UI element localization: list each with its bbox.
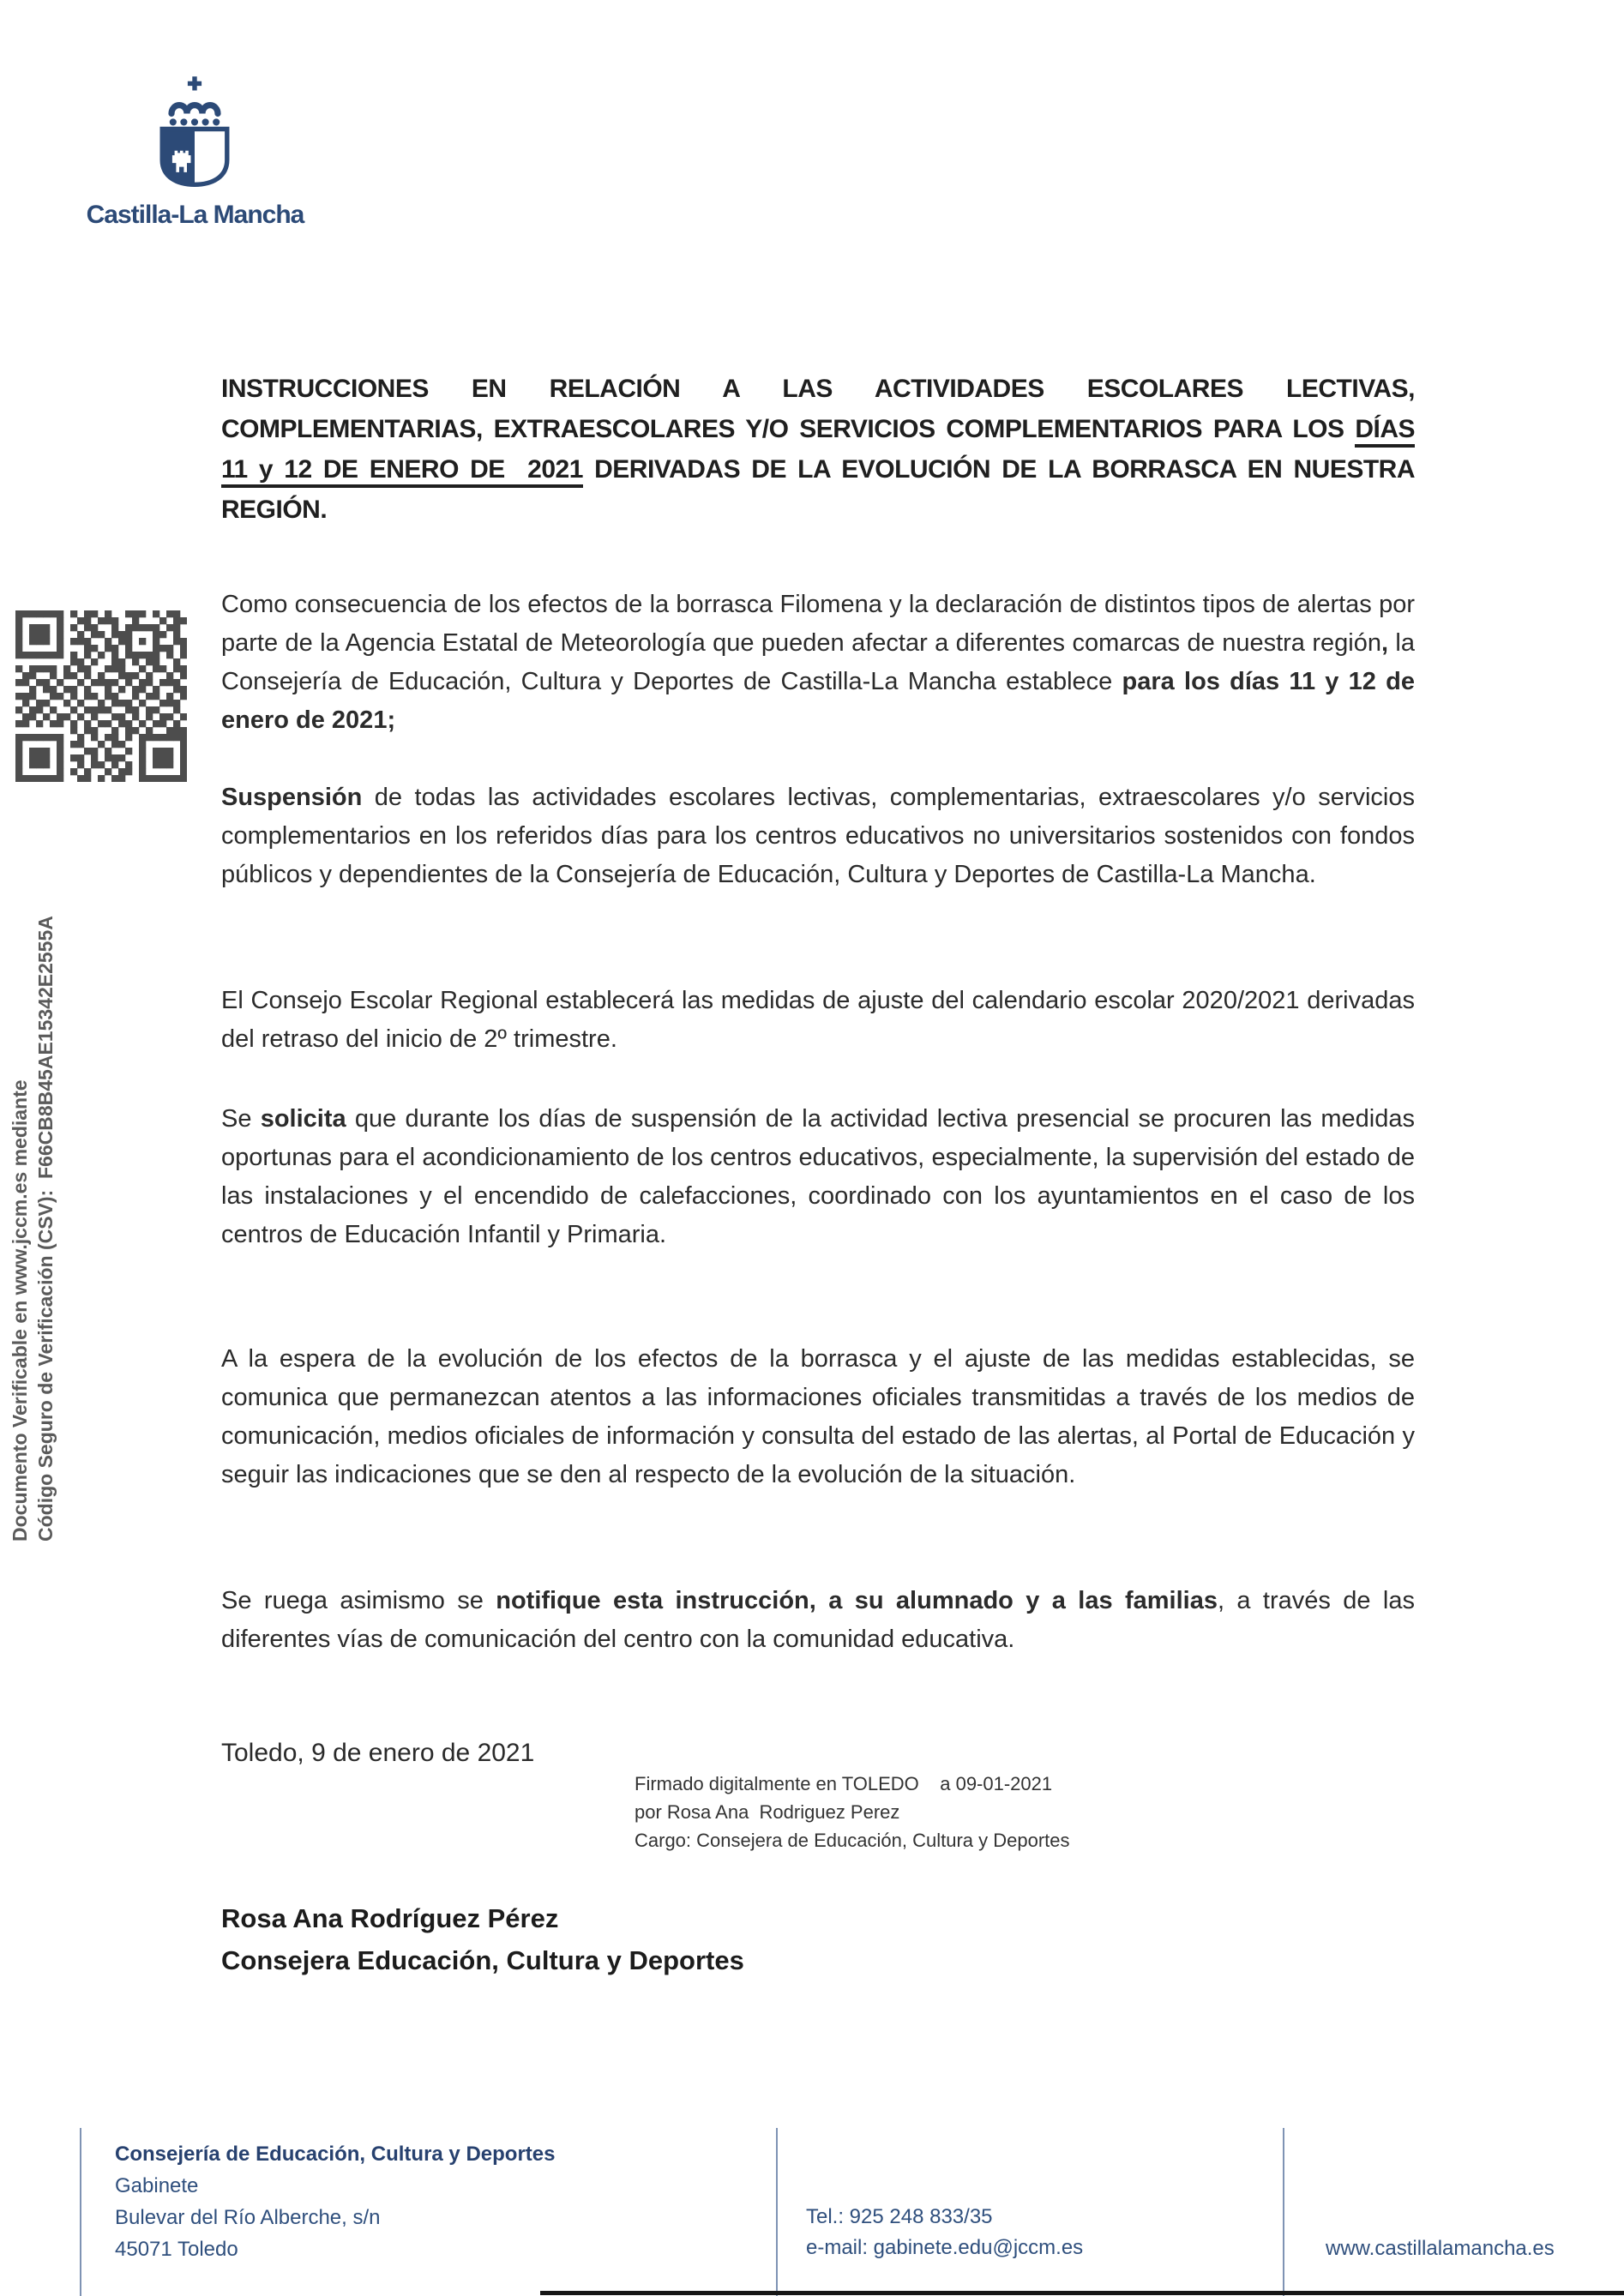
document-title: INSTRUCCIONES EN RELACIÓN A LAS ACTIVIDADES ESCOLARES LECTIVAS, COMPLEMENTARIAS, EXTRAESCOLARES Y/O SERVICIOS COMPLEMENTARIOS PARA LOS DÍAS 11 y 12 DE ENERO DE 2021 DERIVADAS DE LA EVOLUCIÓN DE LA BORRASCA EN NUESTRA REGIÓN. [221, 375, 1416, 524]
footer-contact [806, 2202, 1083, 2263]
paragraph-3: El Consejo Escolar Regional establecerá las medidas de ajuste del calendario escolar 2020/2021 derivadas del retraso del inicio de 2º trimestre. [221, 987, 1415, 1053]
csv-sidebar-line-2: Código Seguro de Verificación (CSV): F66CB8B45AE15342E2555A [34, 916, 57, 1542]
paragraph-6: Se ruega asimismo se notifique esta instrucción, a su alumnado y a las familias, a través de las diferentes vías de comunicación del centro con la comunidad educativa. [221, 1587, 1415, 1653]
footer-phone: Tel.: 925 248 833/35 [806, 2205, 993, 2228]
footer-office: Gabinete [115, 2174, 199, 2197]
scan-edge-line [540, 2291, 1624, 2295]
csv-sidebar-line-1: Documento Verificable en www.jccm.es mediante [9, 1079, 31, 1542]
signer-block [221, 1897, 1415, 1981]
qr-code [15, 610, 187, 782]
paragraph-2: Suspensión de todas las actividades escolares lectivas, complementarias, extraescolares y/o servicios complementarios en los referidos días para los centros educativos no universitarios sostenidos con fondos públicos y dependientes de la Consejería de Educación, Cultura y Deportes de Castilla-La Mancha. [221, 784, 1415, 888]
signer-name: Rosa Ana Rodríguez Pérez [221, 1903, 559, 1933]
stamp-line-2: por Rosa Ana Rodriguez Perez [635, 1801, 900, 1823]
footer-website: www.castillalamancha.es [1326, 2237, 1555, 2260]
csv-sidebar [7, 821, 58, 1542]
footer-divider-right [1283, 2128, 1284, 2296]
paragraph-4: Se solicita que durante los días de suspensión de la actividad lectiva presencial se procuren las medidas oportunas para el acondicionamiento de los centros educativos, especialmente, la supervisión del estado de las instalaciones y el encendido de calefacciones, coordinado con los ayuntamientos en el caso de los centros de Educación Infantil y Primaria. [221, 1105, 1415, 1248]
signer-role: Consejera Educación, Cultura y Deportes [221, 1945, 744, 1975]
paragraph-5: A la espera de la evolución de los efectos de la borrasca y el ajuste de las medidas establecidas, se comunica que permanezcan atentos a las informaciones oficiales transmitidas a través de los medios de comunicación, medios oficiales de información y consulta del estado de las alertas, al Portal de Educación y seguir las indicaciones que se den al respecto de la evolución de la situación. [221, 1345, 1415, 1488]
footer-email: e-mail: gabinete.edu@jccm.es [806, 2236, 1084, 2259]
digital-signature-stamp [635, 1770, 1070, 1854]
footer-city: 45071 Toledo [115, 2238, 238, 2261]
castilla-la-mancha-emblem-icon [156, 74, 233, 192]
footer-divider-middle [776, 2128, 778, 2296]
paragraph-1: Como consecuencia de los efectos de la borrasca Filomena y la declaración de distintos tipos de alertas por parte de la Agencia Estatal de Meteorología que pueden afectar a diferentes comarcas de nuestra región, la Consejería de Educación, Cultura y Deportes de Castilla-La Mancha establece para los días 11 y 12 de enero de 2021; [221, 591, 1415, 734]
footer-street: Bulevar del Río Alberche, s/n [115, 2206, 381, 2229]
place-date-line: Toledo, 9 de enero de 2021 [221, 1739, 535, 1767]
stamp-line-1: Firmado digitalmente en TOLEDO a 09-01-2021 [635, 1773, 1053, 1794]
stamp-line-3: Cargo: Consejera de Educación, Cultura y Deportes [635, 1830, 1070, 1851]
footer-divider-left [80, 2128, 81, 2296]
footer-department: Consejería de Educación, Cultura y Deportes [115, 2143, 556, 2166]
logo-wordmark: Castilla-La Mancha [86, 201, 304, 229]
footer-address [115, 2138, 555, 2265]
